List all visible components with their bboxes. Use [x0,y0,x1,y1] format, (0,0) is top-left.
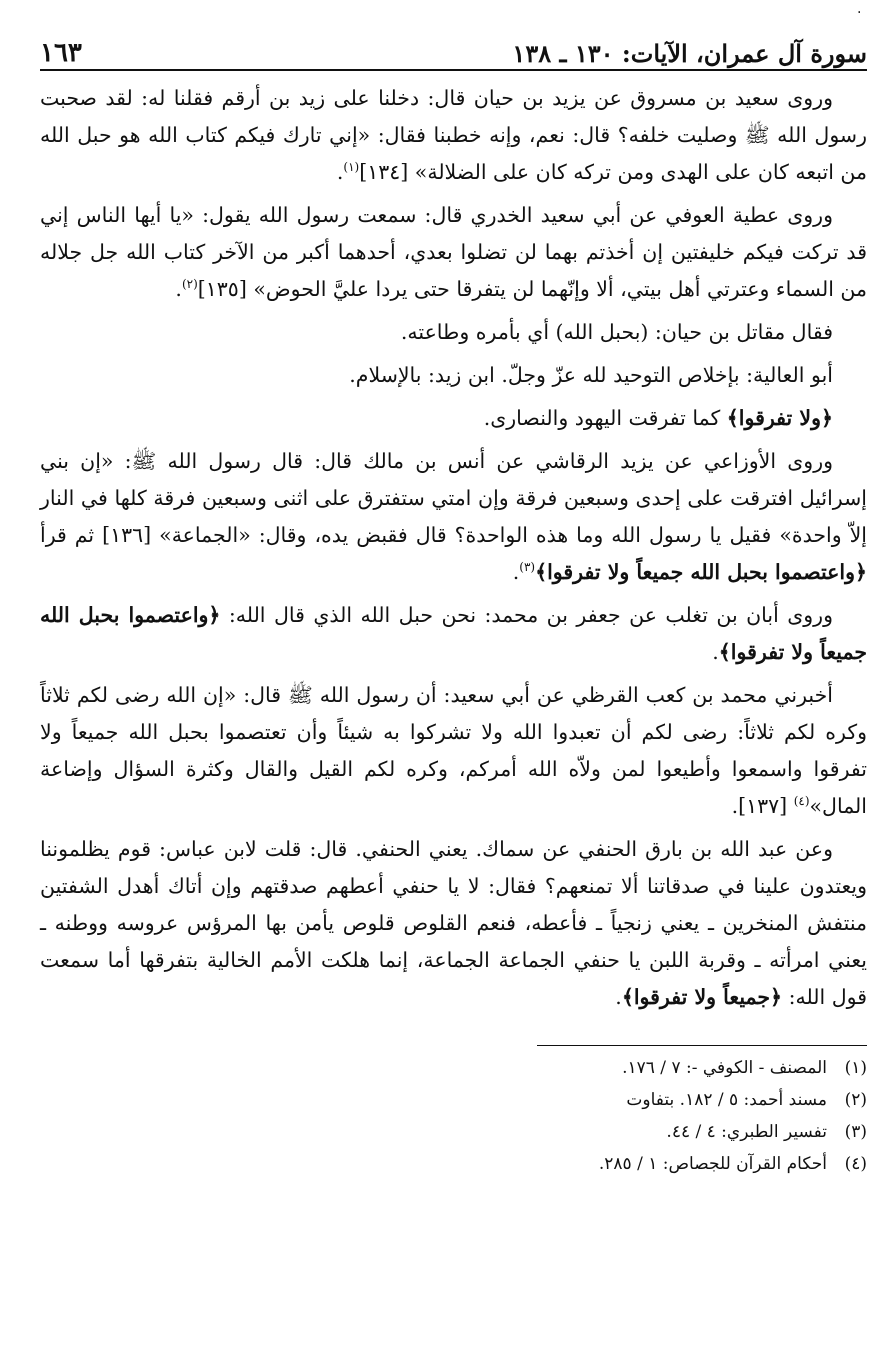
header-rule [40,69,867,71]
footnotes [40,1052,867,1180]
paragraph-5: ﴿ولا تفرقوا﴾ كما تفرقت اليهود والنصارى. [483,406,833,430]
paragraph-6: وروى الأوزاعي عن يزيد الرقاشي عن أنس بن مالك قال: قال رسول الله ﷺ: «إن بني إسرائيل افترقت على إحدى وسبعين فرقة وإن امتي ستفترق على اثنى وسبعين فرقة كلها في النار إلاّ واحدة» فقيل يا رسول الله وما هذه الواحدة؟ قال فقبض يده، وقال: «الجماعة» [١٣٦] ثم قرأ ﴿واعتصموا بحبل الله جميعاً ولا تفرقوا﴾$^{(٣)}$. [40,449,867,584]
paragraph-3: فقال مقاتل بن حيان: (بحبل الله) أي بأمره وطاعته. [400,320,833,344]
running-title: سورة آل عمران، الآيات: ١٣٠ ـ ١٣٨ [512,39,867,68]
footnote: (٢)مسند أحمد: ٥ / ١٨٢. بتفاوت [626,1090,867,1110]
page-mark: ٠ [855,4,863,20]
quran-quote: ﴿جميعاً ولا تفرقوا﴾ [621,985,783,1009]
paragraph-9: وعن عبد الله بن بارق الحنفي عن سماك. يعني الحنفي. قال: قلت لابن عباس: قوم يظلموننا ويعتدون علينا في صدقاتنا ألا تمنعهم؟ فقال: لا يا حنفي أعطهم صدقتهم وإن أتاك أهدل الشفتين منتفش المنخرين ـ يعني زنجياً ـ فأعطه، فنعم القلوص قلوص يأمن بها المرؤس عروسه ووطنه ـ يعني امرأته ـ وقربة اللبن يا حنفي الجماعة الجماعة، إنما هلكت الأمم الخالية بتفرقها أما سمعت قول الله: ﴿جميعاً ولا تفرقوا﴾. [40,837,867,1009]
paragraph-4: أبو العالية: بإخلاص التوحيد لله عزّ وجلّ. ابن زيد: بالإسلام. [349,363,833,387]
footnote: (٣)تفسير الطبري: ٤ / ٤٤. [666,1122,867,1142]
page-header [40,24,867,68]
quran-quote: ﴿ولا تفرقوا﴾ [726,406,833,430]
page-number: ١٦٣ [40,38,82,68]
quran-quote: ﴿واعتصموا بحبل الله جميعاً ولا تفرقوا﴾ [535,560,867,584]
footnote: (١)المصنف - الكوفي -: ٧ / ١٧٦. [622,1058,867,1078]
quran-quote: ﴿واعتصموا بحبل الله جميعاً ولا تفرقوا﴾ [40,603,867,664]
paragraph-7: وروى أبان بن تغلب عن جعفر بن محمد: نحن حبل الله الذي قال الله: ﴿واعتصموا بحبل الله جميعاً ولا تفرقوا﴾. [40,603,867,664]
paragraph-8: أخبرني محمد بن كعب القرظي عن أبي سعيد: أن رسول الله ﷺ قال: «إن الله رضى لكم ثلاثاً وكره لكم ثلاثاً: رضى لكم أن تعبدوا الله ولا تشركوا به شيئاً وأن تعتصموا بحبل الله جميعاً ولا تفرقوا واسمعوا وأطيعوا لمن ولاّه الله أمركم، وكره لكم القيل والقال وكثرة السؤال وإضاعة المال»$^{(٤)}$ [١٣٧]. [40,683,867,818]
page-body [40,80,867,1022]
paragraph-1: وروى سعيد بن مسروق عن يزيد بن حيان قال: دخلنا على زيد بن أرقم فقلنا له: لقد صحبت رسول الله ﷺ وصليت خلفه؟ قال: نعم، وإنه خطبنا فقال: «إني تارك فيكم كتاب الله هو حبل الله من اتبعه كان على الهدى ومن تركه كان على الضلالة» [١٣٤]$^{(١)}$. [40,86,867,184]
footnote-rule [537,1045,867,1046]
paragraph-2: وروى عطية العوفي عن أبي سعيد الخدري قال: سمعت رسول الله يقول: «يا أيها الناس إني قد تركت فيكم خليفتين إن أخذتم بهما لن تضلوا بعدي، أحدهما أكبر من الآخر كتاب الله جل جلاله من السماء وعترتي أهل بيتي، ألا وإنّهما لن يتفرقا حتى يردا عليَّ الحوض» [١٣٥]$^{(٢)}$. [40,203,867,301]
footnote: (٤)أحكام القرآن للجصاص: ١ / ٢٨٥. [598,1154,867,1174]
